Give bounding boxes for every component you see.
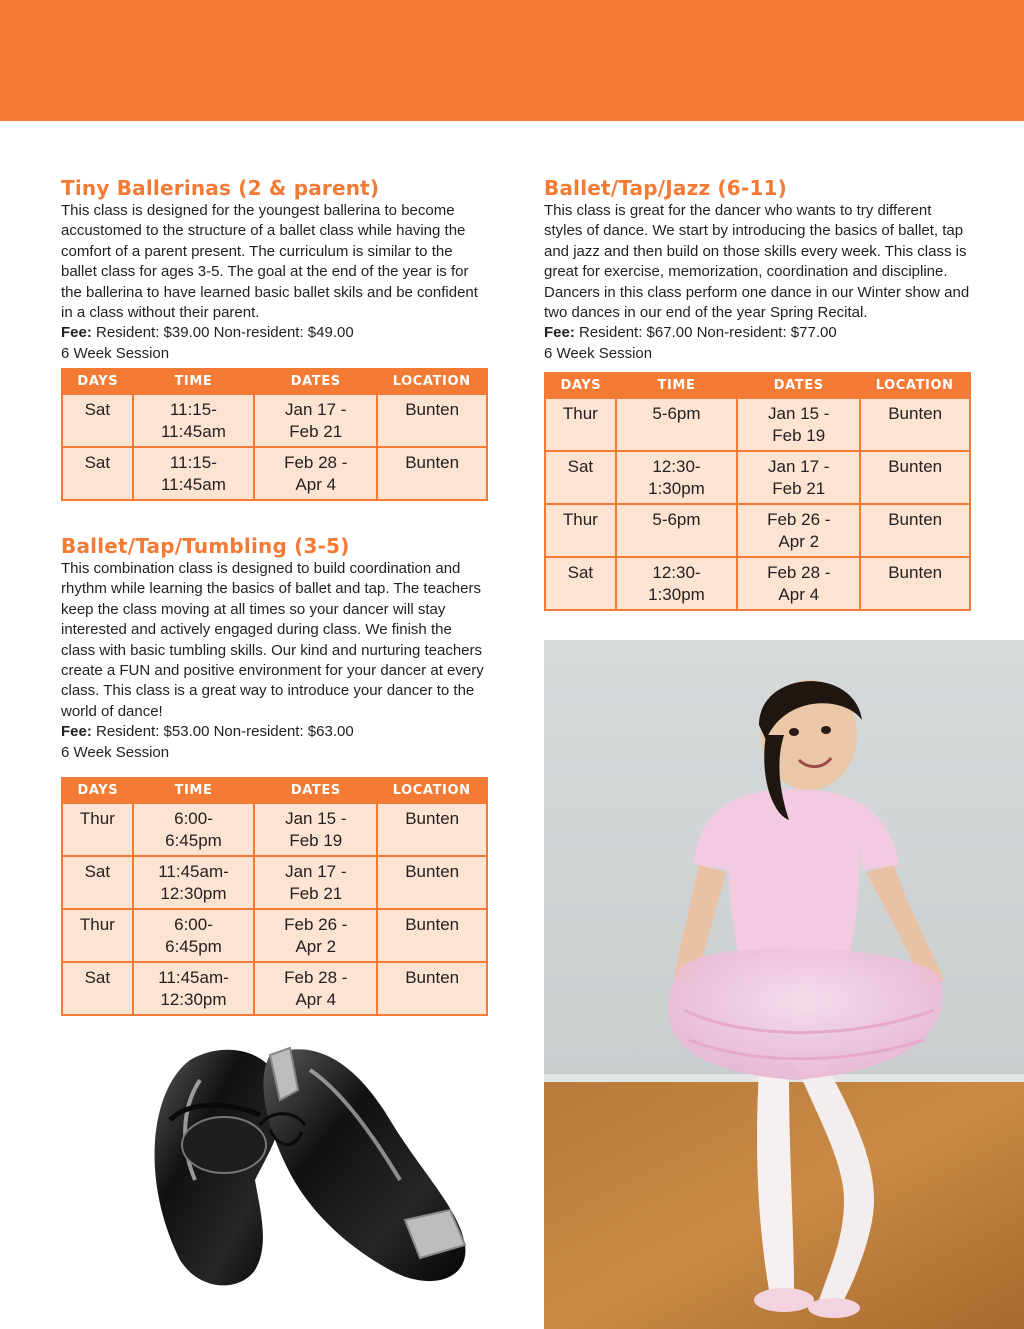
tap-shoes-photo [120,1030,480,1300]
fee-label: Fee: [544,324,575,342]
ballet-tap-jazz-section [544,175,972,611]
class-description: This class is designed for the youngest ballerina to become accustomed to the structure of a ballet class while having the comfort of a parent present. The curriculum is similar to the ballet class for ages 3-5. The goal at the end of the year is for the ballerina to have learned basic ballet skils and be confident in a class without their parent. [61,202,478,322]
location-cell: Bunten [377,856,487,909]
column-header-dates: DATES [254,369,377,394]
girl-in-pink-tutu-photo [544,640,1024,1329]
day-cell: Sat [545,557,616,610]
schedule-table [544,372,971,611]
day-cell: Thur [545,398,616,451]
column-header-time: TIME [133,369,255,394]
table-row [62,856,487,909]
class-title: Ballet/Tap/Jazz (6-11) [544,176,787,200]
time-cell: 11:15- 11:45am [133,447,255,500]
fee-label: Fee: [61,723,92,741]
day-cell: Thur [62,803,133,856]
time-cell: 5-6pm [616,398,737,451]
session-length: 6 Week Session [61,344,170,362]
table-header-row [62,369,487,394]
table-row [545,398,970,451]
fee-line [61,722,489,742]
fee-amounts: Resident: $53.00 Non-resident: $63.00 [91,723,354,741]
time-cell: 11:15- 11:45am [133,394,255,447]
location-cell: Bunten [377,803,487,856]
day-cell: Sat [62,394,133,447]
column-header-dates: DATES [254,778,377,803]
day-cell: Thur [62,909,133,962]
location-cell: Bunten [377,447,487,500]
location-cell: Bunten [377,909,487,962]
schedule-table [61,368,488,501]
location-cell: Bunten [377,962,487,1015]
class-description: This combination class is designed to build coordination and rhythm while learning the basics of ballet and tap. The teachers keep the class moving at all times so your dancer will stay interested and actively engaged during class. We finish the class with basic tumbling skills. Our kind and nurturing teachers create a FUN and positive environment for your dancer at every class. This class is a great way to introduce your dancer to the world of dance! [61,560,484,720]
column-header-day: DAYS [545,373,616,398]
session-length: 6 Week Session [61,743,170,761]
dates-cell: Feb 28 - Apr 4 [737,557,860,610]
dates-cell: Jan 17 - Feb 21 [254,394,377,447]
dates-cell: Feb 26 - Apr 2 [737,504,860,557]
schedule-table [61,777,488,1016]
table-row [62,962,487,1015]
column-header-day: DAYS [62,778,133,803]
ballet-tap-tumbling-section [61,533,489,1016]
day-cell: Sat [62,962,133,1015]
dates-cell: Feb 28 - Apr 4 [254,962,377,1015]
day-cell: Sat [545,451,616,504]
table-row [62,447,487,500]
table-row [62,803,487,856]
time-cell: 6:00- 6:45pm [133,803,255,856]
time-cell: 12:30- 1:30pm [616,557,737,610]
location-cell: Bunten [860,557,970,610]
class-title: Tiny Ballerinas (2 & parent) [61,176,380,200]
dates-cell: Jan 17 - Feb 21 [737,451,860,504]
column-header-location: LOCATION [377,778,487,803]
location-cell: Bunten [377,394,487,447]
fee-line [61,323,489,343]
time-cell: 5-6pm [616,504,737,557]
fee-amounts: Resident: $67.00 Non-resident: $77.00 [574,324,837,342]
table-row [545,504,970,557]
dates-cell: Feb 26 - Apr 2 [254,909,377,962]
time-cell: 11:45am- 12:30pm [133,856,255,909]
class-title: Ballet/Tap/Tumbling (3-5) [61,534,350,558]
location-cell: Bunten [860,398,970,451]
dates-cell: Jan 15 - Feb 19 [737,398,860,451]
time-cell: 12:30- 1:30pm [616,451,737,504]
day-cell: Sat [62,447,133,500]
session-length: 6 Week Session [544,344,653,362]
location-cell: Bunten [860,451,970,504]
column-header-time: TIME [616,373,737,398]
tiny-ballerinas-section [61,175,489,501]
fee-label: Fee: [61,324,92,342]
fee-line [544,323,972,343]
column-header-time: TIME [133,778,255,803]
dates-cell: Jan 15 - Feb 19 [254,803,377,856]
table-header-row [545,373,970,398]
column-header-dates: DATES [737,373,860,398]
column-header-location: LOCATION [860,373,970,398]
header-band [0,0,1024,121]
time-cell: 6:00- 6:45pm [133,909,255,962]
table-header-row [62,778,487,803]
table-row [62,909,487,962]
dates-cell: Jan 17 - Feb 21 [254,856,377,909]
day-cell: Thur [545,504,616,557]
day-cell: Sat [62,856,133,909]
table-row [545,451,970,504]
dates-cell: Feb 28 - Apr 4 [254,447,377,500]
fee-amounts: Resident: $39.00 Non-resident: $49.00 [91,324,354,342]
table-row [62,394,487,447]
location-cell: Bunten [860,504,970,557]
column-header-day: DAYS [62,369,133,394]
time-cell: 11:45am- 12:30pm [133,962,255,1015]
class-description: This class is great for the dancer who wants to try different styles of dance. We start by introducing the basics of ballet, tap and jazz and then build on those skills every week. This class is great for exercise, memorization, coordination and discipline. Dancers in this class perform one dance in our Winter show and two dances in our end of the year Spring Recital. [544,202,970,322]
table-row [545,557,970,610]
column-header-location: LOCATION [377,369,487,394]
